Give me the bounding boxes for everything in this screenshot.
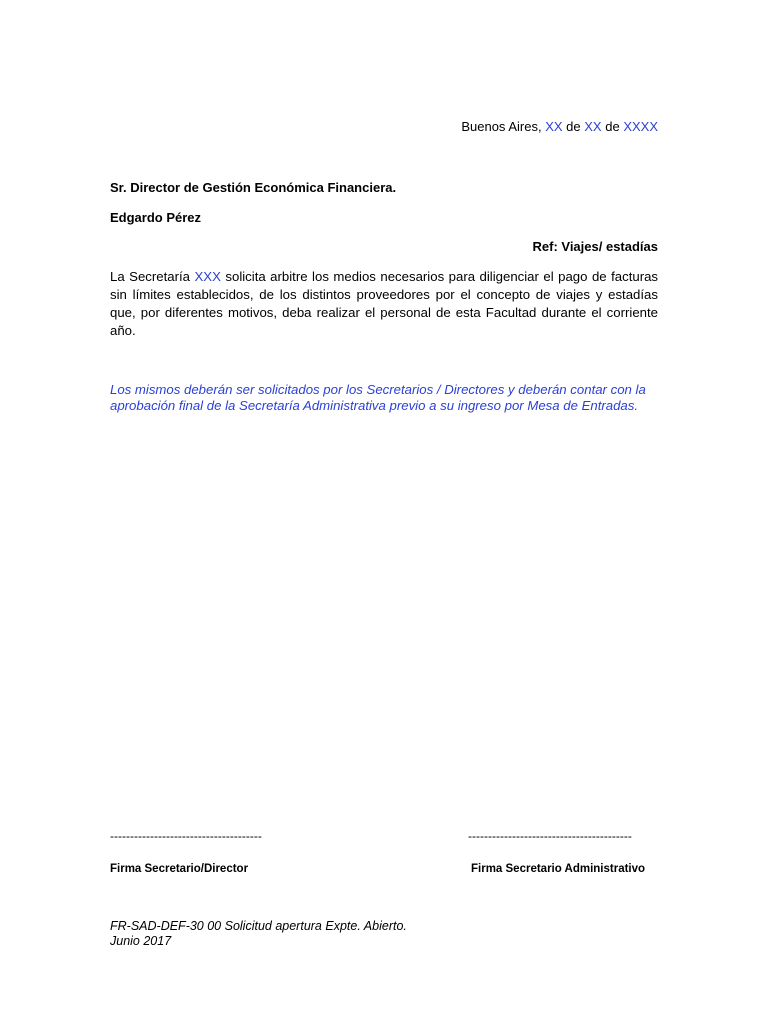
addressee-title: Sr. Director de Gestión Económica Financiera. (110, 180, 397, 195)
letter-body (110, 268, 658, 340)
body-lead: La Secretaría (110, 269, 190, 284)
addressee-name: Edgardo Pérez (110, 210, 202, 225)
date-de-1: de (566, 119, 581, 134)
signature-line-right: ----------------------------------------- (468, 829, 632, 843)
footer-date: Junio 2017 (110, 934, 172, 948)
signature-line-left: -------------------------------------- (110, 829, 262, 843)
letter-date (461, 119, 658, 134)
day-placeholder: XX (545, 119, 563, 134)
approval-note: Los mismos deberán ser solicitados por los Secretarios / Directores y deberán contar con la aprobación final de la Secretaría Administrativa previo a su ingreso por Mesa de Entradas. (110, 382, 646, 413)
date-prefix: Buenos Aires, (461, 119, 542, 134)
footer-form-code: FR-SAD-DEF-30 00 Solicitud apertura Expte. Abierto. (110, 919, 407, 933)
reference-line: Ref: Viajes/ estadías (532, 239, 658, 254)
date-de-2: de (605, 119, 620, 134)
body-text: solicita arbitre los medios necesarios para diligenciar el pago de facturas sin límites establecidos, de los distintos proveedores por el concepto de viajes y estadías que, por diferentes motivos, deba realizar el personal de esta Facultad durante el corriente año. (110, 269, 659, 338)
year-placeholder: XXXX (623, 119, 658, 134)
form-footer (110, 919, 407, 949)
month-placeholder: XX (584, 119, 602, 134)
signature-label-director: Firma Secretario/Director (110, 863, 249, 875)
signature-label-administrative: Firma Secretario Administrativo (471, 863, 646, 875)
secretaria-placeholder: XXX (194, 269, 221, 284)
